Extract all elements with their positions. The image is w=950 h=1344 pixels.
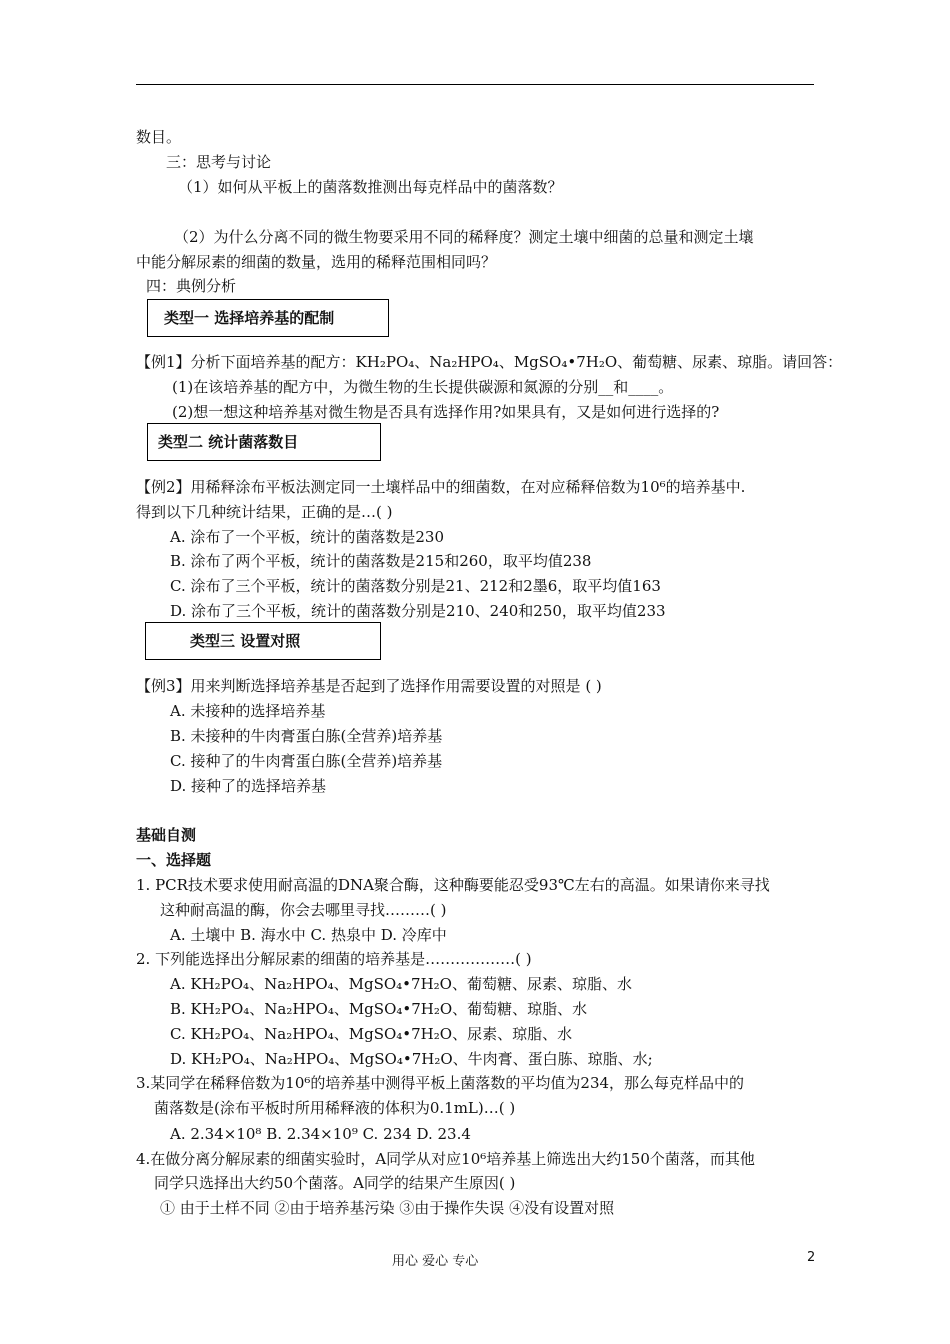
- option: C. 接种了的牛肉膏蛋白胨(全营养)培养基: [170, 752, 443, 770]
- question: 2. 下列能选择出分解尿素的细菌的培养基是………………( ): [136, 950, 532, 968]
- option: D. 接种了的选择培养基: [170, 777, 327, 795]
- question: 4.在做分离分解尿素的细菌实验时，A同学从对应10⁶培养基上筛选出大约150个菌落，而其他: [136, 1150, 755, 1168]
- text-line: 数目。: [136, 128, 182, 146]
- options: A. 土壤中 B. 海水中 C. 热泉中 D. 冷库中: [170, 926, 447, 944]
- section-heading: 三：思考与讨论: [166, 153, 272, 171]
- example-stem: 得到以下几种统计结果，正确的是…( ): [136, 503, 393, 521]
- example-stem: 【例1】分析下面培养基的配方：KH₂PO₄、Na₂HPO₄、MgSO₄•7H₂O、葡萄糖、尿素、琼脂。请回答：: [136, 353, 843, 371]
- option: D. KH₂PO₄、Na₂HPO₄、MgSO₄•7H₂O、牛肉膏、蛋白胨、琼脂、水;: [170, 1050, 653, 1068]
- sub-question: (2)想一想这种培养基对微生物是否具有选择作用?如果具有，又是如何进行选择的?: [172, 403, 720, 421]
- type-label: 类型二 统计菌落数目: [158, 433, 299, 451]
- header-rule: [136, 84, 814, 85]
- option: B. 涂布了两个平板，统计的菌落数是215和260，取平均值238: [170, 552, 592, 570]
- type-label: 类型三 设置对照: [190, 632, 301, 650]
- option: D. 涂布了三个平板，统计的菌落数分别是210、240和250，取平均值233: [170, 602, 666, 620]
- type-box-3: [145, 622, 381, 660]
- option: A. 涂布了一个平板，统计的菌落数是230: [170, 528, 445, 546]
- footer-motto: 用心 爱心 专心: [392, 1254, 479, 1269]
- self-test-heading: 基础自测: [136, 826, 197, 844]
- option: B. 未接种的牛肉膏蛋白胨(全营养)培养基: [170, 727, 443, 745]
- example-stem: 【例2】用稀释涂布平板法测定同一土壤样品中的细菌数，在对应稀释倍数为10⁶的培养基中.: [136, 478, 746, 496]
- type-box-1: [147, 299, 389, 337]
- options: A. 2.34×10⁸ B. 2.34×10⁹ C. 234 D. 23.4: [170, 1125, 471, 1143]
- option: C. 涂布了三个平板，统计的菌落数分别是21、212和2墨6，取平均值163: [170, 577, 661, 595]
- sub-question: (1)在该培养基的配方中，为微生物的生长提供碳源和氮源的分别__和____。: [172, 378, 674, 396]
- example-stem: 【例3】用来判断选择培养基是否起到了选择作用需要设置的对照是 ( ): [136, 677, 602, 695]
- page-number: 2: [807, 1250, 816, 1265]
- option: C. KH₂PO₄、Na₂HPO₄、MgSO₄•7H₂O、尿素、琼脂、水: [170, 1025, 573, 1043]
- text-line: 中能分解尿素的细菌的数量，选用的稀释范围相同吗？: [136, 253, 497, 271]
- text-line: （2）为什么分离不同的微生物要采用不同的稀释度？测定土壤中细菌的总量和测定土壤: [174, 228, 754, 246]
- option: A. KH₂PO₄、Na₂HPO₄、MgSO₄•7H₂O、葡萄糖、尿素、琼脂、水: [170, 975, 632, 993]
- question: 同学只选择出大约50个菌落。A同学的结果产生原因( ): [154, 1174, 516, 1192]
- text-line: （1）如何从平板上的菌落数推测出每克样品中的菌落数？: [178, 178, 563, 196]
- question: 1. PCR技术要求使用耐高温的DNA聚合酶，这种酶要能忍受93℃左右的高温。如果请你来寻找: [136, 876, 770, 894]
- section-heading: 四：典例分析: [146, 277, 237, 295]
- option: B. KH₂PO₄、Na₂HPO₄、MgSO₄•7H₂O、葡萄糖、琼脂、水: [170, 1000, 588, 1018]
- question: 菌落数是(涂布平板时所用稀释液的体积为0.1mL)…( ): [154, 1099, 516, 1117]
- type-box-2: [147, 423, 381, 461]
- options: ① 由于土样不同 ②由于培养基污染 ③由于操作失误 ④没有设置对照: [160, 1199, 615, 1217]
- question: 这种耐高温的酶，你会去哪里寻找………( ): [160, 901, 447, 919]
- type-label: 类型一 选择培养基的配制: [164, 309, 335, 327]
- section-heading: 一、选择题: [136, 851, 212, 869]
- option: A. 未接种的选择培养基: [170, 702, 326, 720]
- question: 3.某同学在稀释倍数为10⁶的培养基中测得平板上菌落数的平均值为234，那么每克样品中的: [136, 1074, 745, 1092]
